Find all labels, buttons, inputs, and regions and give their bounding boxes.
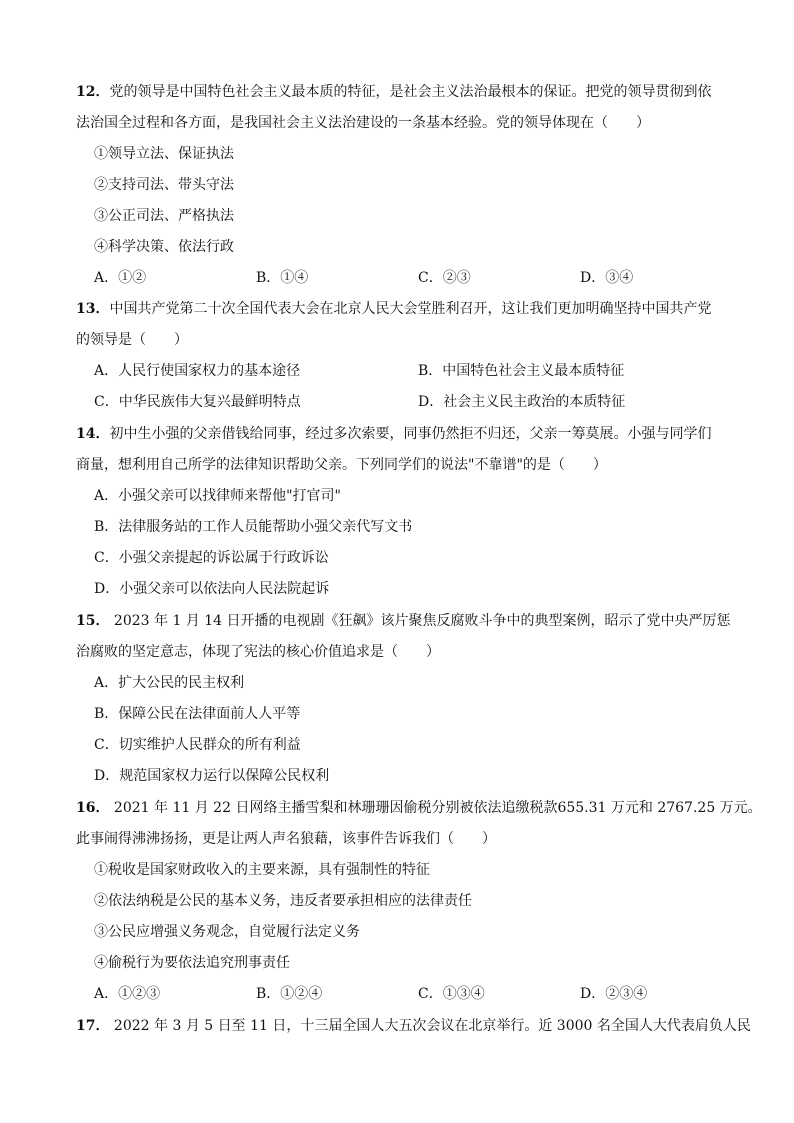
question-number: 13． bbox=[76, 301, 110, 317]
option-d: D．③④ bbox=[580, 270, 634, 286]
statement-1: ①领导立法、保证执法 bbox=[94, 146, 234, 162]
question-stem-line: 17． 2022 年 3 月 5 日至 11 日，十三届全国人大五次会议在北京举行。近 3000 名全国人大代表肩负人民 bbox=[76, 1018, 751, 1034]
option-a: A．小强父亲可以找律师来帮他"打官司" bbox=[94, 488, 341, 504]
option-c: C．切实维护人民群众的所有利益 bbox=[94, 737, 301, 753]
option-b: B．①④ bbox=[256, 270, 309, 286]
statement-1: ①税收是国家财政收入的主要来源，具有强制性的特征 bbox=[94, 862, 430, 878]
option-b: B．①②④ bbox=[256, 986, 323, 1002]
question-stem-line: 的领导是（ ） bbox=[76, 332, 188, 348]
question-stem-line: 13．中国共产党第二十次全国代表大会在北京人民大会堂胜利召开，这让我们更加明确坚持中国共产党 bbox=[76, 301, 712, 317]
statement-4: ④偷税行为要依法追究刑事责任 bbox=[94, 955, 290, 971]
option-a: A．人民行使国家权力的基本途径 bbox=[94, 363, 301, 379]
question-stem-line: 14．初中生小强的父亲借钱给同事，经过多次索要，同事仍然拒不归还，父亲一筹莫展。小强与同学们 bbox=[76, 426, 712, 442]
option-d: D．②③④ bbox=[580, 986, 648, 1002]
question-stem-line: 此事闹得沸沸扬扬，更是让两人声名狼藉，该事件告诉我们（ ） bbox=[76, 831, 496, 847]
option-c: C．①③④ bbox=[418, 986, 485, 1002]
question-number: 15． bbox=[76, 613, 110, 629]
option-b: B．保障公民在法律面前人人平等 bbox=[94, 706, 301, 722]
question-stem-line: 15． 2023 年 1 月 14 日开播的电视剧《狂飙》该片聚焦反腐败斗争中的典型案例，昭示了党中央严厉惩 bbox=[76, 613, 731, 629]
option-a: A．①② bbox=[94, 270, 147, 286]
option-d: D．小强父亲可以依法向人民法院起诉 bbox=[94, 581, 330, 597]
option-a: A．扩大公民的民主权利 bbox=[94, 675, 245, 691]
question-stem-line: 16． 2021 年 11 月 22 日网络主播雪梨和林珊珊因偷税分别被依法追缴税款655.31 万元和 2767.25 万元。 bbox=[76, 800, 762, 816]
statement-2: ②支持司法、带头守法 bbox=[94, 177, 234, 193]
question-stem-line: 12．党的领导是中国特色社会主义最本质的特征，是社会主义法治最根本的保证。把党的领导贯彻到依 bbox=[76, 84, 712, 100]
option-d: D．社会主义民主政治的本质特征 bbox=[418, 394, 626, 410]
option-b: B．法律服务站的工作人员能帮助小强父亲代写文书 bbox=[94, 519, 413, 535]
question-number: 17． bbox=[76, 1018, 110, 1034]
question-number: 12． bbox=[76, 84, 110, 100]
statement-4: ④科学决策、依法行政 bbox=[94, 239, 234, 255]
option-a: A．①②③ bbox=[94, 986, 161, 1002]
question-stem-line: 商量，想利用自己所学的法律知识帮助父亲。下列同学们的说法"不靠谱"的是（ ） bbox=[76, 457, 607, 473]
option-c: C．中华民族伟大复兴最鲜明特点 bbox=[94, 394, 301, 410]
statement-3: ③公民应增强义务观念，自觉履行法定义务 bbox=[94, 924, 360, 940]
option-c: C．小强父亲提起的诉讼属于行政诉讼 bbox=[94, 550, 329, 566]
statement-2: ②依法纳税是公民的基本义务，违反者要承担相应的法律责任 bbox=[94, 893, 472, 909]
option-c: C．②③ bbox=[418, 270, 471, 286]
question-number: 16． bbox=[76, 800, 110, 816]
question-stem-line: 法治国全过程和各方面，是我国社会主义法治建设的一条基本经验。党的领导体现在（ ） bbox=[76, 115, 650, 131]
option-d: D．规范国家权力运行以保障公民权利 bbox=[94, 768, 330, 784]
option-b: B．中国特色社会主义最本质特征 bbox=[418, 363, 625, 379]
question-number: 14． bbox=[76, 426, 110, 442]
question-stem-line: 治腐败的坚定意志，体现了宪法的核心价值追求是（ ） bbox=[76, 644, 440, 660]
statement-3: ③公正司法、严格执法 bbox=[94, 208, 234, 224]
